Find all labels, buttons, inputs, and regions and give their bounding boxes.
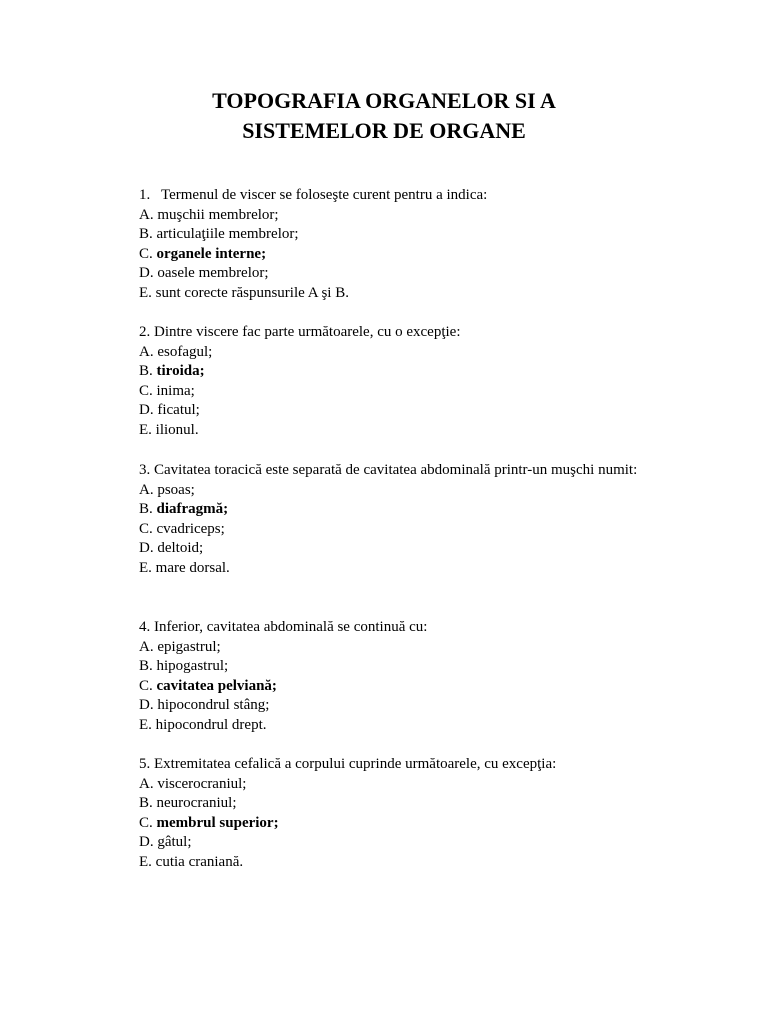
option-text: organele interne; (156, 245, 267, 262)
question-number: 1. (139, 187, 151, 203)
option-letter: D. (139, 265, 154, 281)
option-letter: A. (139, 638, 154, 655)
option-text: hipocondrul stâng; (157, 697, 270, 713)
answer-option-d (139, 539, 659, 559)
option-text: gâtul; (157, 834, 192, 850)
document-title (0, 86, 768, 146)
option-letter: B. (139, 795, 153, 811)
answer-option-d (139, 264, 659, 284)
option-text: oasele membrelor; (157, 265, 269, 281)
question-number: 2. (139, 324, 151, 340)
answer-option-c-correct (139, 245, 659, 265)
answer-option-a (139, 343, 659, 363)
question-number: 5. (139, 756, 151, 772)
answer-option-b (139, 657, 659, 677)
question-2 (139, 323, 659, 440)
option-text: ilionul. (155, 421, 199, 438)
question-4 (139, 618, 659, 735)
answer-option-a (139, 206, 659, 226)
answer-option-c-correct (139, 814, 659, 834)
answer-option-a (139, 481, 659, 501)
option-text: viscerocraniul; (157, 775, 247, 792)
option-text: diafragmă; (156, 501, 229, 517)
answer-option-c (139, 382, 659, 402)
option-letter: D. (139, 402, 154, 418)
option-letter: A. (139, 481, 154, 498)
option-text: articulaţiile membrelor; (156, 226, 299, 242)
option-text: deltoid; (157, 540, 204, 556)
option-text: mare dorsal. (155, 559, 230, 576)
question-text: Cavitatea toracică este separată de cavitatea abdominală printr-un muşchi numit: (154, 462, 638, 478)
question-text: Termenul de viscer se foloseşte curent pentru a indica: (161, 187, 488, 203)
option-letter: A. (139, 775, 154, 792)
answer-option-e (139, 284, 659, 304)
option-letter: C. (139, 245, 153, 262)
answer-option-e (139, 853, 659, 873)
question-3 (139, 461, 659, 578)
title-line-2: SISTEMELOR DE ORGANE (242, 118, 526, 143)
option-text: tiroida; (156, 363, 205, 379)
answer-option-c (139, 520, 659, 540)
option-text: inima; (156, 382, 195, 399)
question-text: Inferior, cavitatea abdominală se continuă cu: (154, 619, 428, 635)
question-stem (139, 186, 659, 206)
option-text: cvadriceps; (156, 520, 225, 537)
answer-option-a (139, 638, 659, 658)
option-text: sunt corecte răspunsurile A şi B. (155, 284, 349, 301)
question-stem (139, 618, 659, 638)
question-stem (139, 755, 659, 775)
question-5 (139, 755, 659, 872)
question-text: Extremitatea cefalică a corpului cuprinde următoarele, cu excepţia: (154, 756, 557, 772)
option-letter: B. (139, 658, 153, 674)
question-stem (139, 323, 659, 343)
option-letter: E. (139, 284, 152, 301)
option-letter: D. (139, 540, 154, 556)
option-letter: B. (139, 363, 153, 379)
option-letter: E. (139, 853, 152, 870)
option-letter: C. (139, 382, 153, 399)
option-letter: A. (139, 206, 154, 223)
option-text: hipogastrul; (156, 658, 229, 674)
option-letter: E. (139, 716, 152, 733)
option-text: neurocraniul; (156, 795, 237, 811)
question-text: Dintre viscere fac parte următoarele, cu o excepţie: (154, 324, 461, 340)
question-1 (139, 186, 659, 303)
option-text: cutia craniană. (155, 853, 244, 870)
option-letter: C. (139, 677, 153, 694)
answer-option-e (139, 421, 659, 441)
option-text: hipocondrul drept. (155, 716, 267, 733)
option-letter: C. (139, 520, 153, 537)
answer-option-d (139, 401, 659, 421)
option-text: psoas; (157, 481, 195, 498)
answer-option-b-correct (139, 362, 659, 382)
answer-option-b-correct (139, 500, 659, 520)
title-line-1: TOPOGRAFIA ORGANELOR SI A (212, 88, 556, 113)
answer-option-b (139, 794, 659, 814)
answer-option-d (139, 696, 659, 716)
option-letter: E. (139, 421, 152, 438)
option-letter: B. (139, 501, 153, 517)
question-number: 3. (139, 462, 151, 478)
question-stem (139, 461, 659, 481)
option-text: esofagul; (157, 343, 213, 360)
option-text: membrul superior; (156, 814, 279, 831)
question-number: 4. (139, 619, 151, 635)
option-letter: C. (139, 814, 153, 831)
answer-option-b (139, 225, 659, 245)
option-letter: B. (139, 226, 153, 242)
answer-option-c-correct (139, 677, 659, 697)
option-letter: E. (139, 559, 152, 576)
option-text: ficatul; (157, 402, 200, 418)
answer-option-e (139, 559, 659, 579)
option-text: epigastrul; (157, 638, 221, 655)
option-letter: D. (139, 697, 154, 713)
option-text: cavitatea pelviană; (156, 677, 277, 694)
option-letter: A. (139, 343, 154, 360)
option-letter: D. (139, 834, 154, 850)
answer-option-d (139, 833, 659, 853)
answer-option-a (139, 775, 659, 795)
answer-option-e (139, 716, 659, 736)
option-text: muşchii membrelor; (157, 206, 279, 223)
